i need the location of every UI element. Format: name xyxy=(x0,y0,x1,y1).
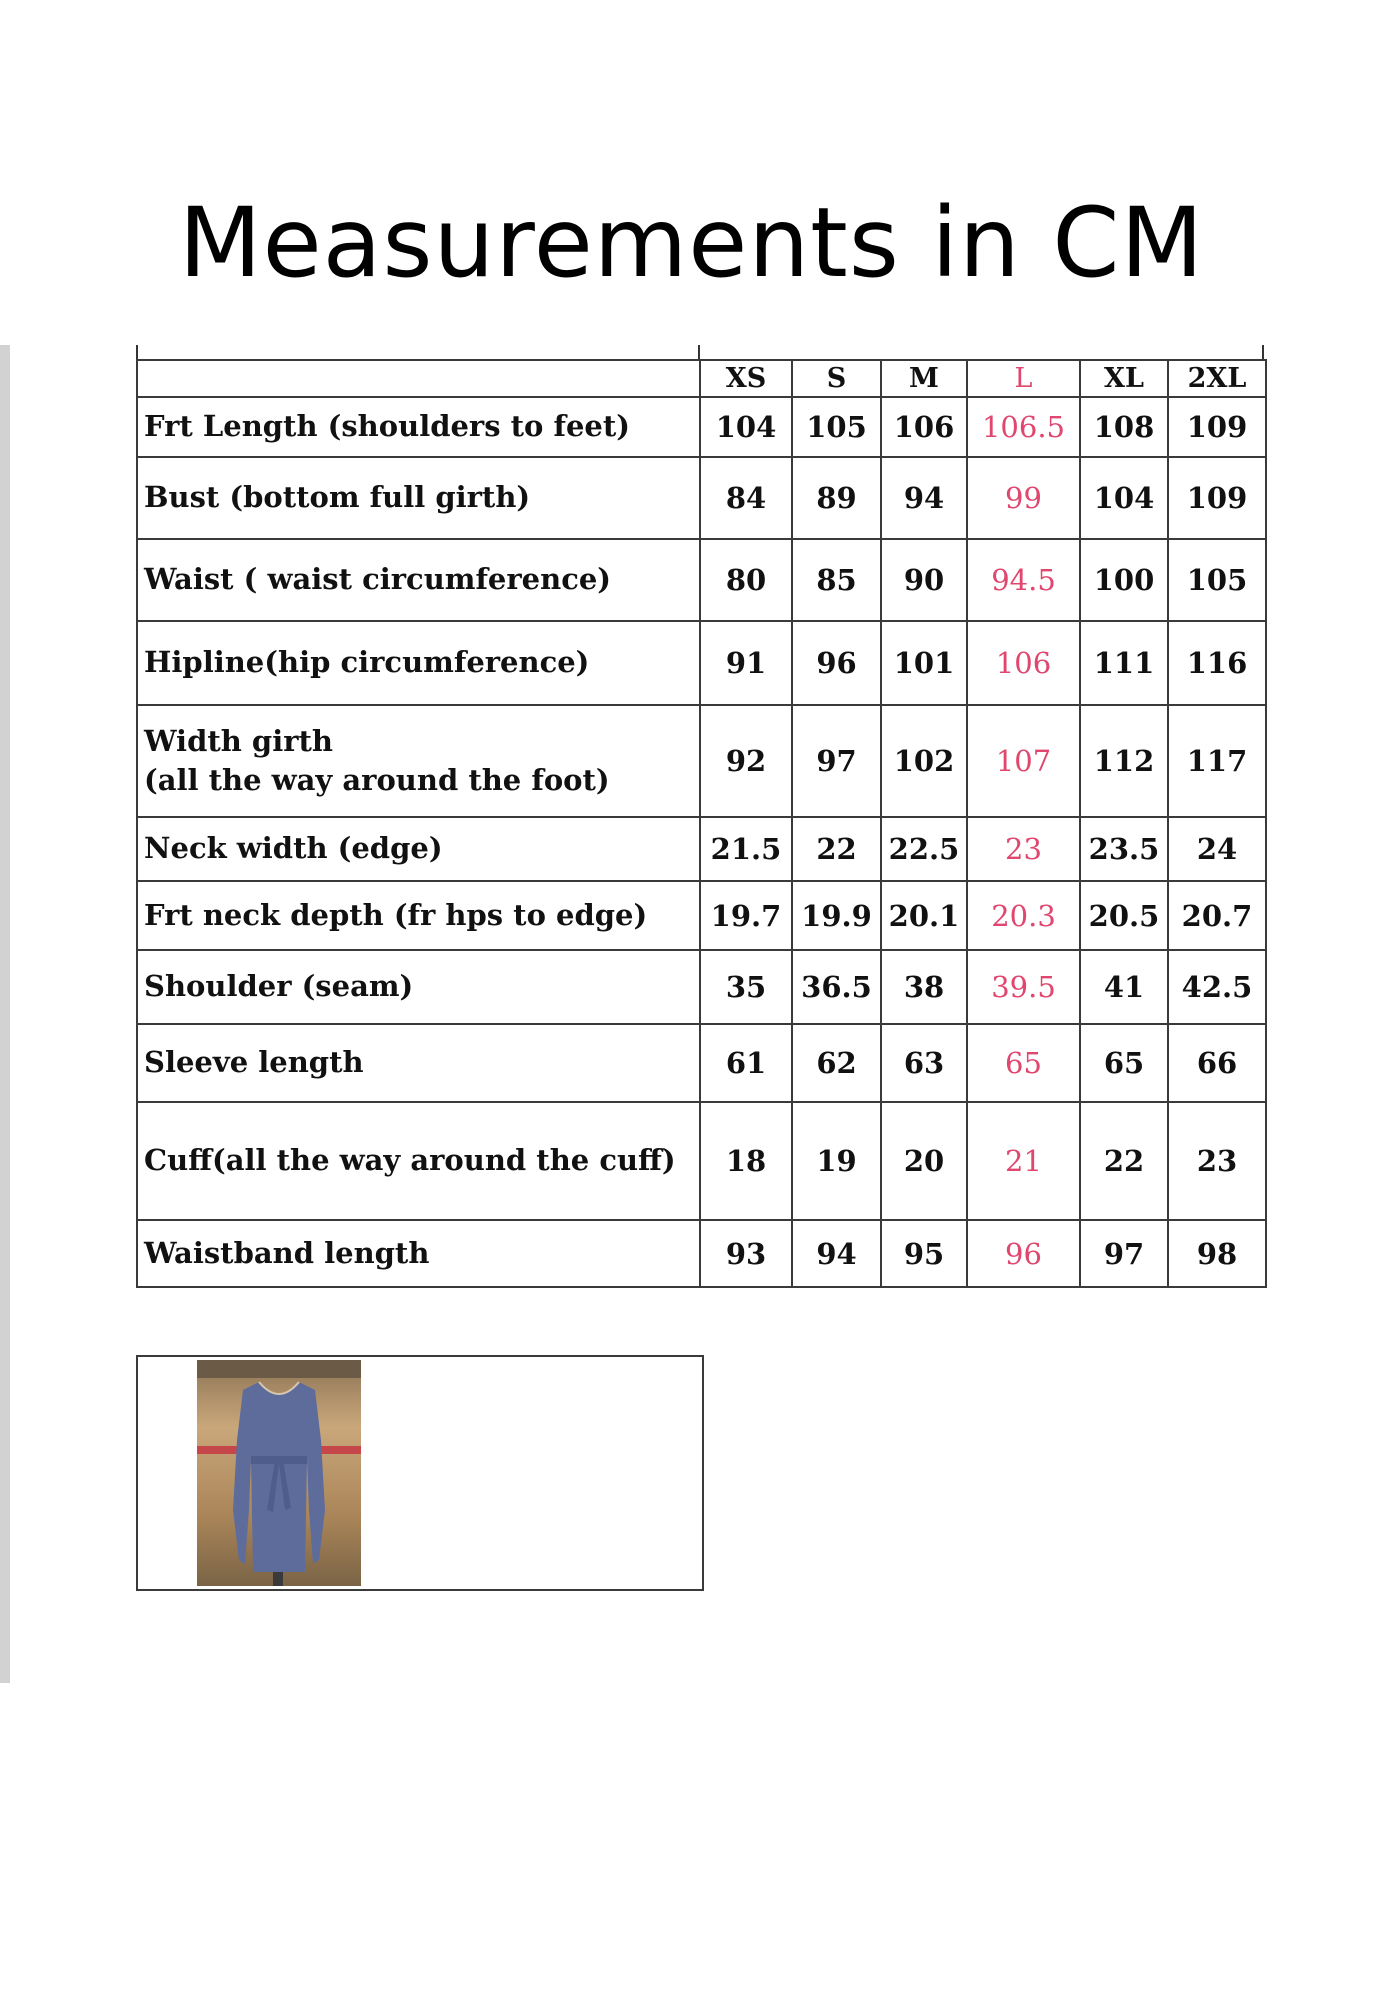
measurement-value: 89 xyxy=(792,457,881,539)
measurement-value: 116 xyxy=(1168,621,1266,705)
measurement-value: 39.5 xyxy=(967,950,1080,1024)
size-header-cell: XL xyxy=(1080,360,1168,397)
measurement-value: 20.7 xyxy=(1168,881,1266,950)
measurement-row xyxy=(137,397,1266,457)
measurement-label-text: Frt Length (shoulders to feet) xyxy=(144,409,630,444)
measurement-value: 22 xyxy=(1080,1102,1168,1220)
measurement-value: 24 xyxy=(1168,817,1266,881)
measurement-label xyxy=(137,881,700,950)
measurement-value: 90 xyxy=(881,539,967,621)
measurement-value: 112 xyxy=(1080,705,1168,817)
measurement-value: 101 xyxy=(881,621,967,705)
measurement-value: 80 xyxy=(700,539,792,621)
measurement-value: 94 xyxy=(792,1220,881,1287)
measurement-value: 99 xyxy=(967,457,1080,539)
measurement-value: 98 xyxy=(1168,1220,1266,1287)
measurement-value: 19.7 xyxy=(700,881,792,950)
measurement-value: 20.1 xyxy=(881,881,967,950)
measurement-row xyxy=(137,705,1266,817)
measurement-label-text: Hipline(hip circumference) xyxy=(144,645,590,680)
measurement-row xyxy=(137,621,1266,705)
table-stub-right xyxy=(1262,345,1264,359)
header-blank-cell xyxy=(137,360,700,397)
measurement-row xyxy=(137,881,1266,950)
measurement-label-text: Cuff(all the way around the cuff) xyxy=(144,1143,676,1178)
measurement-value: 36.5 xyxy=(792,950,881,1024)
measurement-row xyxy=(137,1024,1266,1102)
table-stub-mid xyxy=(698,345,700,359)
measurement-label xyxy=(137,705,700,817)
measurement-value: 20 xyxy=(881,1102,967,1220)
size-chart-table xyxy=(136,359,1267,1288)
left-edge-bar xyxy=(0,345,10,1683)
measurement-value: 100 xyxy=(1080,539,1168,621)
measurement-label-text: Sleeve length xyxy=(144,1045,364,1080)
measurement-value: 105 xyxy=(792,397,881,457)
measurement-value: 65 xyxy=(1080,1024,1168,1102)
measurement-label xyxy=(137,1220,700,1287)
measurement-value: 85 xyxy=(792,539,881,621)
measurement-label xyxy=(137,1102,700,1220)
measurement-value: 104 xyxy=(1080,457,1168,539)
measurement-value: 61 xyxy=(700,1024,792,1102)
measurement-value: 18 xyxy=(700,1102,792,1220)
size-header-row xyxy=(137,360,1266,397)
measurement-value: 96 xyxy=(967,1220,1080,1287)
measurement-label-text: Waistband length xyxy=(144,1235,430,1270)
measurement-value: 109 xyxy=(1168,457,1266,539)
measurement-value: 106 xyxy=(967,621,1080,705)
measurement-value: 104 xyxy=(700,397,792,457)
measurement-value: 84 xyxy=(700,457,792,539)
size-header-cell: L xyxy=(967,360,1080,397)
measurement-label-text: Shoulder (seam) xyxy=(144,969,414,1004)
measurement-label xyxy=(137,1024,700,1102)
measurement-value: 21 xyxy=(967,1102,1080,1220)
measurement-value: 38 xyxy=(881,950,967,1024)
measurement-value: 35 xyxy=(700,950,792,1024)
size-header-cell: XS xyxy=(700,360,792,397)
measurement-value: 97 xyxy=(1080,1220,1168,1287)
measurement-value: 41 xyxy=(1080,950,1168,1024)
size-header-cell: M xyxy=(881,360,967,397)
size-header-cell: S xyxy=(792,360,881,397)
measurement-label-text: Waist ( waist circumference) xyxy=(144,562,612,597)
measurement-value: 62 xyxy=(792,1024,881,1102)
measurement-label xyxy=(137,621,700,705)
measurement-value: 95 xyxy=(881,1220,967,1287)
measurement-label xyxy=(137,950,700,1024)
measurement-label-text: Neck width (edge) xyxy=(144,831,443,866)
measurement-value: 106 xyxy=(881,397,967,457)
measurement-value: 96 xyxy=(792,621,881,705)
table-stub-left xyxy=(136,345,138,359)
measurement-label-text: Bust (bottom full girth) xyxy=(144,480,531,515)
measurement-row xyxy=(137,950,1266,1024)
page-title: Measurements in CM xyxy=(178,187,1205,299)
measurement-row xyxy=(137,817,1266,881)
measurement-value: 20.5 xyxy=(1080,881,1168,950)
measurement-value: 63 xyxy=(881,1024,967,1102)
measurement-value: 94.5 xyxy=(967,539,1080,621)
measurement-label xyxy=(137,397,700,457)
measurement-value: 19.9 xyxy=(792,881,881,950)
measurement-label-subtext: (all the way around the foot) xyxy=(144,763,610,797)
measurement-value: 106.5 xyxy=(967,397,1080,457)
table-top-stubs xyxy=(136,345,1264,359)
measurement-value: 93 xyxy=(700,1220,792,1287)
product-photo-frame xyxy=(136,1355,704,1591)
measurement-value: 22 xyxy=(792,817,881,881)
measurement-label xyxy=(137,457,700,539)
measurement-row xyxy=(137,1220,1266,1287)
measurement-value: 22.5 xyxy=(881,817,967,881)
size-header-cell: 2XL xyxy=(1168,360,1266,397)
measurement-value: 23 xyxy=(1168,1102,1266,1220)
measurement-value: 21.5 xyxy=(700,817,792,881)
measurement-value: 97 xyxy=(792,705,881,817)
measurement-value: 23.5 xyxy=(1080,817,1168,881)
measurement-value: 102 xyxy=(881,705,967,817)
measurement-value: 111 xyxy=(1080,621,1168,705)
measurement-row xyxy=(137,539,1266,621)
measurement-value: 107 xyxy=(967,705,1080,817)
measurement-value: 117 xyxy=(1168,705,1266,817)
measurement-value: 19 xyxy=(792,1102,881,1220)
measurement-row xyxy=(137,1102,1266,1220)
measurement-value: 94 xyxy=(881,457,967,539)
measurement-value: 65 xyxy=(967,1024,1080,1102)
measurement-value: 109 xyxy=(1168,397,1266,457)
measurement-value: 105 xyxy=(1168,539,1266,621)
measurement-value: 91 xyxy=(700,621,792,705)
dress-photo-icon xyxy=(197,1360,361,1586)
measurement-value: 23 xyxy=(967,817,1080,881)
measurement-label xyxy=(137,817,700,881)
measurement-row xyxy=(137,457,1266,539)
measurement-label-text: Width girth xyxy=(144,723,333,758)
measurement-value: 66 xyxy=(1168,1024,1266,1102)
measurement-value: 42.5 xyxy=(1168,950,1266,1024)
measurement-label xyxy=(137,539,700,621)
measurement-value: 92 xyxy=(700,705,792,817)
measurement-value: 108 xyxy=(1080,397,1168,457)
measurement-value: 20.3 xyxy=(967,881,1080,950)
measurement-label-text: Frt neck depth (fr hps to edge) xyxy=(144,897,648,932)
